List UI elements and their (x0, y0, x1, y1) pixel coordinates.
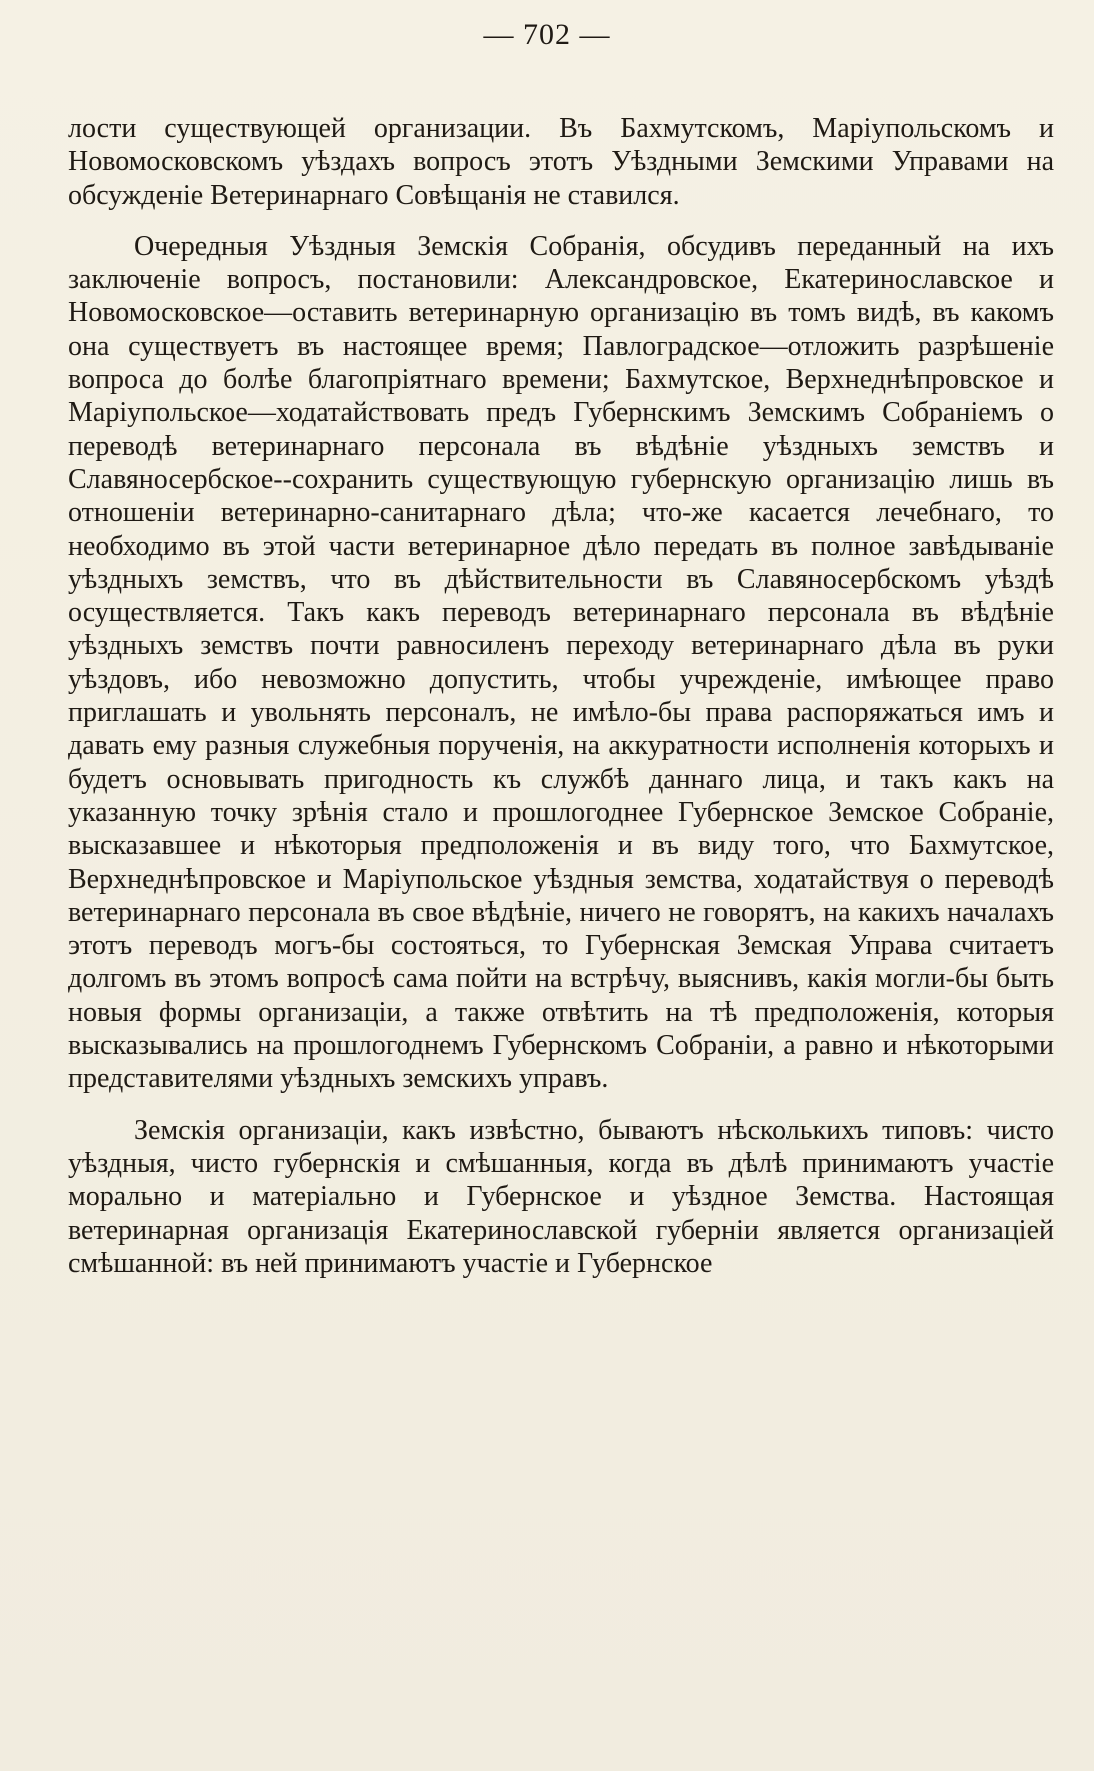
paragraph-1: лости существующей организации. Въ Бахмутскомъ, Маріупольскомъ и Новомосковскомъ уѣздахъ вопросъ этотъ Уѣздными Земскими Управами на обсужденіе Ветеринарнаго Совѣщанія не ставился. (68, 113, 1054, 211)
page-number: — 702 — (483, 18, 611, 51)
paragraph-2: Очередныя Уѣздныя Земскія Собранія, обсудивъ переданный на ихъ заключеніе вопросъ, постановили: Александровское, Екатеринославское и Новомосковское—оставить ветеринарную организацію въ томъ видѣ, въ какомъ она существуетъ въ настоящее время; Павлоградское—отложить разрѣшеніе вопроса до болѣе благопріятнаго времени; Бахмутское, Верхнеднѣпровское и Маріупольское—ходатайствовать предъ Губернскимъ Земскимъ Собраніемъ о переводѣ ветеринарнаго персонала въ вѣдѣніе уѣздныхъ земствъ и Славяносербское--сохранить существующую губернскую организацію лишь въ отношеніи ветеринарно-санитарнаго дѣла; что-же касается лечебнаго, то необходимо въ этой части ветеринарное дѣло передать въ полное завѣдываніе уѣздныхъ земствъ, что въ дѣйствительности въ Славяносербскомъ уѣздѣ осуществляется. Такъ какъ переводъ ветеринарнаго персонала въ вѣдѣніе уѣздныхъ земствъ почти равносиленъ переходу ветеринарнаго дѣла въ руки уѣздовъ, ибо невозможно допустить, чтобы учрежденіе, имѣющее право приглашать и увольнять персоналъ, не имѣло-бы права распоряжаться имъ и давать ему разныя служебныя порученія, на аккуратности исполненія которыхъ и будетъ основывать пригодность къ службѣ даннаго лица, и такъ какъ на указанную точку зрѣнія стало и прошлогоднее Губернское Земское Собраніе, высказавшее и нѣкоторыя предположенія и въ виду того, что Бахмутское, Верхнеднѣпровское и Маріупольское уѣздныя земства, ходатайствуя о переводѣ ветеринарнаго персонала въ свое вѣдѣніе, ничего не говорятъ, на какихъ началахъ этотъ переводъ могъ-бы состояться, то Губернская Земская Управа считаетъ долгомъ въ этомъ вопросѣ сама пойти на встрѣчу, выяснивъ, какія могли-бы быть новыя формы организаціи, а также отвѣтить на тѣ предположенія, которыя высказывались на прошлогоднемъ Губернскомъ Собраніи, а равно и нѣкоторыми представителями уѣздныхъ земскихъ управъ. (68, 230, 1054, 1095)
document-body (68, 112, 1054, 1280)
paragraph-gap-1 (68, 212, 1054, 230)
paragraph-3: Земскія организаціи, какъ извѣстно, бываютъ нѣсколькихъ типовъ: чисто уѣздныя, чисто губернскія и смѣшанныя, когда въ дѣлѣ принимаютъ участіе морально и матеріально и Губернское и уѣздное Земства. Настоящая ветеринарная организація Екатеринославской губерніи является организаціей смѣшанной: въ ней принимаютъ участіе и Губернское (68, 1114, 1054, 1279)
paragraph-gap-2 (68, 1096, 1054, 1114)
